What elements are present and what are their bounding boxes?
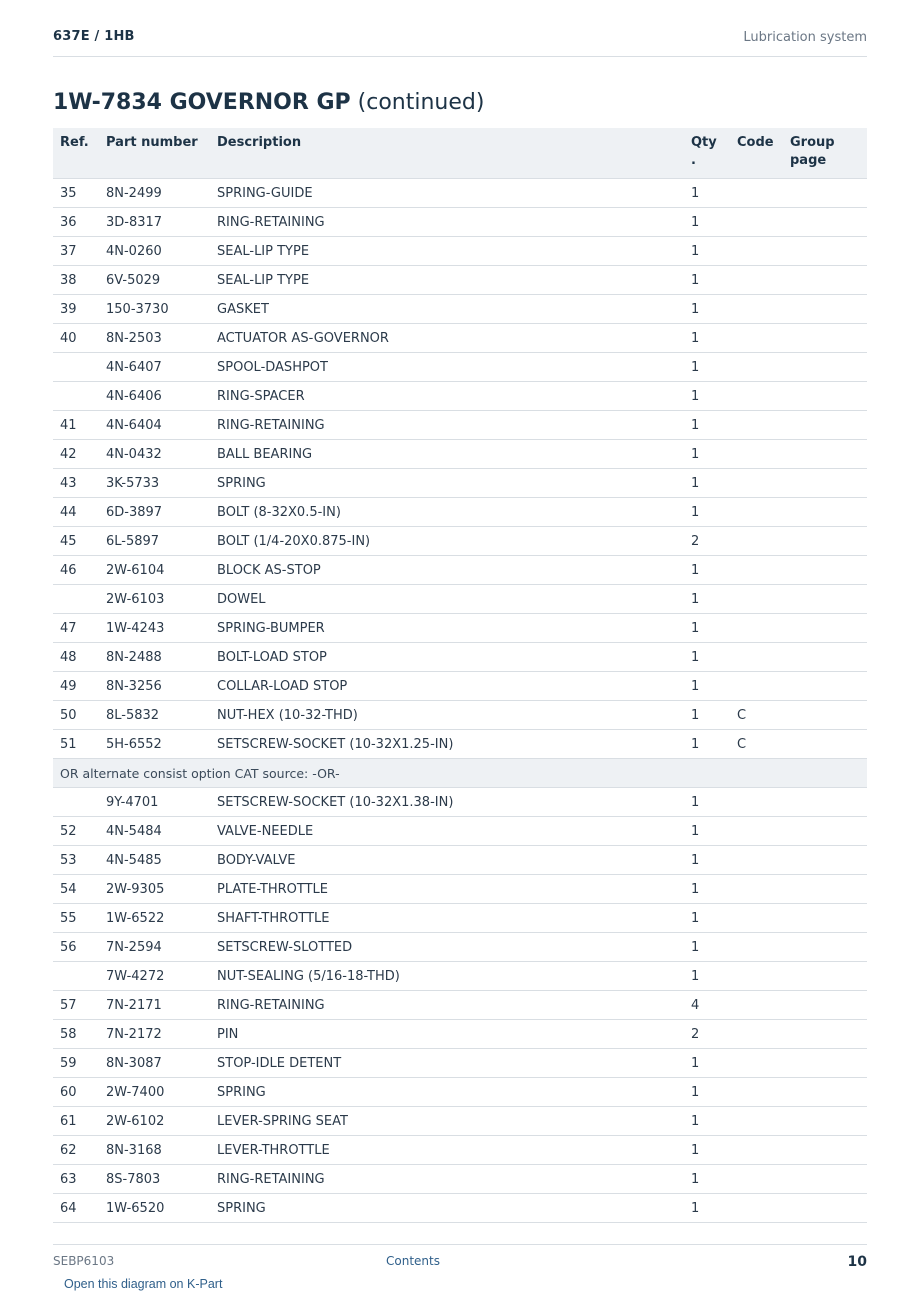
cell-part-number: 8N-2499 (99, 179, 210, 208)
cell-ref (53, 353, 99, 382)
cell-description: COLLAR-LOAD STOP (210, 672, 684, 701)
cell-qty: 1 (684, 643, 730, 672)
cell-ref: 41 (53, 411, 99, 440)
cell-group-page (783, 585, 867, 614)
cell-part-number: 7N-2594 (99, 933, 210, 962)
table-row (53, 527, 867, 556)
cell-group-page (783, 266, 867, 295)
cell-group-page (783, 1078, 867, 1107)
cell-code: C (730, 730, 783, 759)
cell-description: BOLT (8-32X0.5-IN) (210, 498, 684, 527)
cell-group-page (783, 1136, 867, 1165)
cell-qty: 1 (684, 730, 730, 759)
cell-qty: 1 (684, 498, 730, 527)
cell-code (730, 556, 783, 585)
cell-ref: 49 (53, 672, 99, 701)
table-row (53, 324, 867, 353)
cell-code (730, 295, 783, 324)
cell-ref (53, 382, 99, 411)
cell-qty: 1 (684, 1136, 730, 1165)
cell-ref: 35 (53, 179, 99, 208)
table-row (53, 817, 867, 846)
cell-code (730, 846, 783, 875)
cell-description: RING-SPACER (210, 382, 684, 411)
table-row (53, 643, 867, 672)
table-row (53, 1049, 867, 1078)
cell-group-page (783, 701, 867, 730)
cell-ref: 59 (53, 1049, 99, 1078)
table-header (53, 128, 867, 179)
cell-ref: 45 (53, 527, 99, 556)
table-row (53, 382, 867, 411)
cell-ref: 57 (53, 991, 99, 1020)
cell-group-page (783, 1165, 867, 1194)
cell-ref: 61 (53, 1107, 99, 1136)
table-row (53, 266, 867, 295)
cell-part-number: 8L-5832 (99, 701, 210, 730)
cell-code (730, 469, 783, 498)
table-row (53, 1194, 867, 1223)
cell-qty: 1 (684, 469, 730, 498)
cell-code (730, 1049, 783, 1078)
cell-ref: 47 (53, 614, 99, 643)
cell-part-number: 7N-2171 (99, 991, 210, 1020)
cell-description: SPOOL-DASHPOT (210, 353, 684, 382)
group-title: 1W-7834 GOVERNOR GP (53, 90, 351, 115)
cell-description: NUT-HEX (10-32-THD) (210, 701, 684, 730)
cell-qty: 1 (684, 817, 730, 846)
cell-code (730, 962, 783, 991)
cell-group-page (783, 614, 867, 643)
cell-part-number: 5H-6552 (99, 730, 210, 759)
cell-part-number: 2W-6104 (99, 556, 210, 585)
cell-group-page (783, 411, 867, 440)
column-header-group-page: Group page (783, 128, 867, 179)
page-header (53, 28, 867, 57)
cell-description: DOWEL (210, 585, 684, 614)
cell-qty: 4 (684, 991, 730, 1020)
cell-description: SHAFT-THROTTLE (210, 904, 684, 933)
cell-description: SETSCREW-SOCKET (10-32X1.38-IN) (210, 788, 684, 817)
cell-part-number: 8N-2488 (99, 643, 210, 672)
cell-qty: 1 (684, 1078, 730, 1107)
cell-qty: 1 (684, 1107, 730, 1136)
table-row (53, 179, 867, 208)
table-row (53, 556, 867, 585)
cell-code (730, 1194, 783, 1223)
cell-part-number: 3K-5733 (99, 469, 210, 498)
cell-part-number: 2W-6102 (99, 1107, 210, 1136)
cell-ref: 46 (53, 556, 99, 585)
cell-part-number: 150-3730 (99, 295, 210, 324)
cell-group-page (783, 643, 867, 672)
table-row (53, 411, 867, 440)
cell-qty: 1 (684, 933, 730, 962)
cell-part-number: 2W-6103 (99, 585, 210, 614)
cell-description: SPRING (210, 469, 684, 498)
cell-description: BLOCK AS-STOP (210, 556, 684, 585)
cell-qty: 1 (684, 382, 730, 411)
cell-group-page (783, 1020, 867, 1049)
cell-part-number: 1W-6520 (99, 1194, 210, 1223)
cell-ref: 51 (53, 730, 99, 759)
cell-qty: 1 (684, 440, 730, 469)
cell-ref: 42 (53, 440, 99, 469)
table-row (53, 933, 867, 962)
cell-description: BOLT-LOAD STOP (210, 643, 684, 672)
cell-qty: 2 (684, 527, 730, 556)
cell-code (730, 411, 783, 440)
cell-description: BODY-VALVE (210, 846, 684, 875)
cell-qty: 1 (684, 904, 730, 933)
cell-qty: 1 (684, 353, 730, 382)
diagram-link[interactable]: Open this diagram on K-Part (64, 1277, 223, 1291)
cell-ref: 37 (53, 237, 99, 266)
cell-ref: 54 (53, 875, 99, 904)
cell-ref (53, 788, 99, 817)
cell-qty: 1 (684, 875, 730, 904)
table-row (53, 730, 867, 759)
cell-group-page (783, 846, 867, 875)
cell-code (730, 382, 783, 411)
cell-qty: 1 (684, 1049, 730, 1078)
cell-ref: 53 (53, 846, 99, 875)
cell-code (730, 875, 783, 904)
cell-group-page (783, 1194, 867, 1223)
cell-qty: 1 (684, 701, 730, 730)
cell-part-number: 4N-0432 (99, 440, 210, 469)
cell-code (730, 440, 783, 469)
cell-part-number: 4N-0260 (99, 237, 210, 266)
cell-qty: 1 (684, 614, 730, 643)
table-row (53, 440, 867, 469)
cell-description: RING-RETAINING (210, 991, 684, 1020)
cell-qty: 1 (684, 1194, 730, 1223)
table-row (53, 701, 867, 730)
table-row (53, 614, 867, 643)
cell-code (730, 1078, 783, 1107)
cell-group-page (783, 904, 867, 933)
table-row (53, 208, 867, 237)
cell-ref: 36 (53, 208, 99, 237)
cell-code (730, 498, 783, 527)
table-row (53, 788, 867, 817)
cell-group-page (783, 788, 867, 817)
cell-part-number: 4N-6404 (99, 411, 210, 440)
cell-ref: 40 (53, 324, 99, 353)
cell-description: ACTUATOR AS-GOVERNOR (210, 324, 684, 353)
cell-qty: 1 (684, 1165, 730, 1194)
cell-code (730, 643, 783, 672)
parts-table (53, 128, 867, 1223)
cell-part-number: 3D-8317 (99, 208, 210, 237)
cell-description: RING-RETAINING (210, 1165, 684, 1194)
cell-code (730, 788, 783, 817)
cell-part-number: 7N-2172 (99, 1020, 210, 1049)
page-title (53, 90, 484, 115)
cell-qty: 1 (684, 179, 730, 208)
cell-code (730, 1136, 783, 1165)
table-row (53, 904, 867, 933)
cell-qty: 1 (684, 672, 730, 701)
cell-code (730, 585, 783, 614)
cell-description: RING-RETAINING (210, 208, 684, 237)
cell-code (730, 933, 783, 962)
cell-ref: 58 (53, 1020, 99, 1049)
cell-description: GASKET (210, 295, 684, 324)
cell-code (730, 179, 783, 208)
table-row (53, 991, 867, 1020)
cell-part-number: 6D-3897 (99, 498, 210, 527)
cell-ref (53, 585, 99, 614)
cell-qty: 1 (684, 556, 730, 585)
cell-description: SEAL-LIP TYPE (210, 266, 684, 295)
table-row (53, 1107, 867, 1136)
cell-part-number: 8S-7803 (99, 1165, 210, 1194)
table-row (53, 295, 867, 324)
cell-group-page (783, 933, 867, 962)
column-header-qty: Qty . (684, 128, 730, 179)
table-row (53, 962, 867, 991)
contents-link[interactable]: Contents (386, 1254, 440, 1268)
column-header-ref: Ref. (53, 128, 99, 179)
cell-description: NUT-SEALING (5/16-18-THD) (210, 962, 684, 991)
cell-group-page (783, 730, 867, 759)
cell-part-number: 8N-3168 (99, 1136, 210, 1165)
cell-part-number: 8N-3256 (99, 672, 210, 701)
cell-group-page (783, 382, 867, 411)
cell-qty: 1 (684, 846, 730, 875)
continued-label: (continued) (357, 90, 485, 115)
cell-description: SETSCREW-SLOTTED (210, 933, 684, 962)
table-row (53, 353, 867, 382)
cell-description: VALVE-NEEDLE (210, 817, 684, 846)
cell-ref: 50 (53, 701, 99, 730)
cell-ref: 62 (53, 1136, 99, 1165)
cell-qty: 1 (684, 237, 730, 266)
cell-qty: 1 (684, 962, 730, 991)
page-number: 10 (847, 1254, 867, 1270)
cell-group-page (783, 208, 867, 237)
cell-group-page (783, 440, 867, 469)
cell-code (730, 353, 783, 382)
cell-group-page (783, 469, 867, 498)
cell-description: SEAL-LIP TYPE (210, 237, 684, 266)
cell-part-number: 2W-9305 (99, 875, 210, 904)
cell-code (730, 208, 783, 237)
cell-ref: 52 (53, 817, 99, 846)
table-row (53, 1020, 867, 1049)
cell-ref: 56 (53, 933, 99, 962)
table-row (53, 1136, 867, 1165)
cell-code (730, 672, 783, 701)
alternate-option-note: OR alternate consist option CAT source: -OR- (53, 759, 867, 788)
cell-description: LEVER-THROTTLE (210, 1136, 684, 1165)
cell-ref: 60 (53, 1078, 99, 1107)
cell-description: LEVER-SPRING SEAT (210, 1107, 684, 1136)
cell-qty: 1 (684, 266, 730, 295)
cell-code (730, 904, 783, 933)
cell-group-page (783, 1049, 867, 1078)
cell-part-number: 1W-4243 (99, 614, 210, 643)
cell-part-number: 8N-2503 (99, 324, 210, 353)
cell-group-page (783, 875, 867, 904)
cell-ref: 43 (53, 469, 99, 498)
cell-part-number: 9Y-4701 (99, 788, 210, 817)
cell-group-page (783, 672, 867, 701)
cell-code (730, 817, 783, 846)
cell-qty: 2 (684, 1020, 730, 1049)
cell-description: STOP-IDLE DETENT (210, 1049, 684, 1078)
cell-ref: 39 (53, 295, 99, 324)
cell-group-page (783, 237, 867, 266)
table-row (53, 1165, 867, 1194)
cell-description: PIN (210, 1020, 684, 1049)
cell-description: BALL BEARING (210, 440, 684, 469)
cell-description: RING-RETAINING (210, 411, 684, 440)
cell-description: SPRING (210, 1078, 684, 1107)
cell-group-page (783, 295, 867, 324)
table-row (53, 672, 867, 701)
cell-part-number: 8N-3087 (99, 1049, 210, 1078)
cell-qty: 1 (684, 585, 730, 614)
cell-group-page (783, 353, 867, 382)
cell-ref: 48 (53, 643, 99, 672)
cell-group-page (783, 962, 867, 991)
cell-code (730, 1020, 783, 1049)
cell-ref: 63 (53, 1165, 99, 1194)
cell-qty: 1 (684, 208, 730, 237)
cell-group-page (783, 179, 867, 208)
cell-ref (53, 962, 99, 991)
table-row (53, 469, 867, 498)
cell-part-number: 6L-5897 (99, 527, 210, 556)
table-row (53, 585, 867, 614)
cell-description: SPRING-GUIDE (210, 179, 684, 208)
cell-code (730, 237, 783, 266)
cell-group-page (783, 324, 867, 353)
cell-description: PLATE-THROTTLE (210, 875, 684, 904)
cell-part-number: 4N-6407 (99, 353, 210, 382)
cell-ref: 55 (53, 904, 99, 933)
cell-description: SPRING (210, 1194, 684, 1223)
cell-ref: 64 (53, 1194, 99, 1223)
cell-description: SPRING-BUMPER (210, 614, 684, 643)
cell-description: SETSCREW-SOCKET (10-32X1.25-IN) (210, 730, 684, 759)
cell-group-page (783, 527, 867, 556)
cell-ref: 38 (53, 266, 99, 295)
cell-part-number: 4N-5485 (99, 846, 210, 875)
cell-group-page (783, 1107, 867, 1136)
cell-part-number: 2W-7400 (99, 1078, 210, 1107)
cell-code (730, 1165, 783, 1194)
page-footer (53, 1244, 867, 1301)
table-body (53, 179, 867, 1223)
model-code: 637E / 1HB (53, 29, 135, 44)
cell-group-page (783, 817, 867, 846)
cell-qty: 1 (684, 788, 730, 817)
cell-code (730, 324, 783, 353)
table-row (53, 1078, 867, 1107)
table-row (53, 237, 867, 266)
column-header-description: Description (210, 128, 684, 179)
cell-code: C (730, 701, 783, 730)
table-row (53, 875, 867, 904)
cell-code (730, 266, 783, 295)
cell-code (730, 1107, 783, 1136)
cell-description: BOLT (1/4-20X0.875-IN) (210, 527, 684, 556)
table-row (53, 498, 867, 527)
cell-code (730, 991, 783, 1020)
cell-qty: 1 (684, 295, 730, 324)
cell-part-number: 4N-5484 (99, 817, 210, 846)
cell-group-page (783, 556, 867, 585)
cell-qty: 1 (684, 411, 730, 440)
cell-part-number: 7W-4272 (99, 962, 210, 991)
cell-part-number: 6V-5029 (99, 266, 210, 295)
cell-qty: 1 (684, 324, 730, 353)
cell-group-page (783, 498, 867, 527)
cell-code (730, 527, 783, 556)
cell-group-page (783, 991, 867, 1020)
cell-part-number: 4N-6406 (99, 382, 210, 411)
document-id: SEBP6103 (53, 1254, 115, 1268)
section-title: Lubrication system (743, 30, 867, 45)
column-header-code: Code (730, 128, 783, 179)
cell-ref: 44 (53, 498, 99, 527)
alternate-option-note-row (53, 759, 867, 788)
table-row (53, 846, 867, 875)
cell-part-number: 1W-6522 (99, 904, 210, 933)
column-header-part-number: Part number (99, 128, 210, 179)
cell-code (730, 614, 783, 643)
